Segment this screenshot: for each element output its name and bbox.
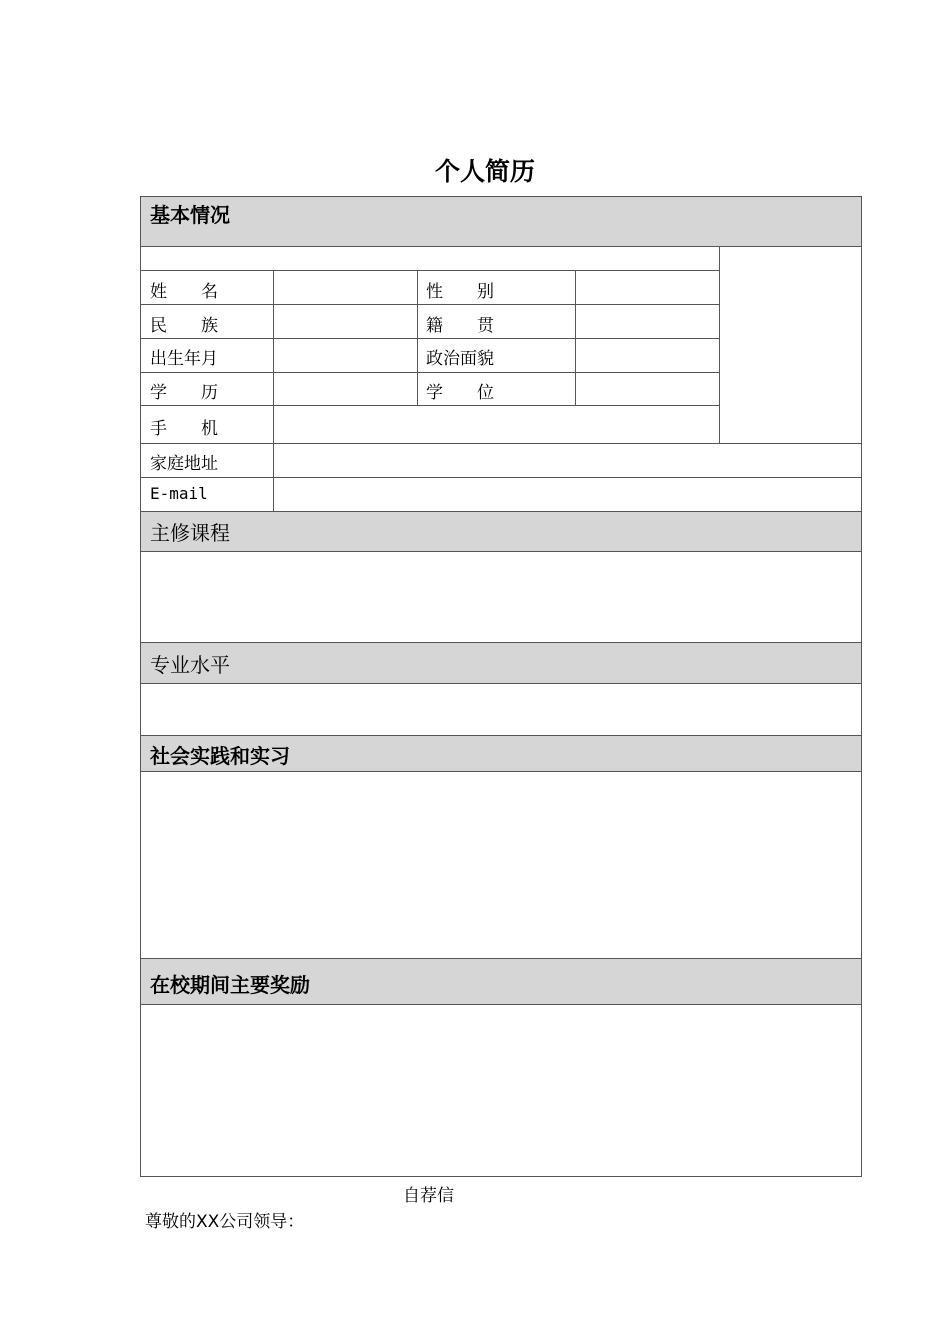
row-divider — [141, 642, 861, 643]
letter-title: 自荐信 — [403, 1186, 454, 1206]
row-divider — [141, 338, 719, 339]
row-divider — [141, 246, 861, 247]
label-phone: 手 机 — [150, 419, 218, 439]
row-divider — [141, 551, 861, 552]
row-divider — [141, 443, 861, 444]
row-divider — [141, 372, 719, 373]
letter-greeting: 尊敬的XX公司领导： — [145, 1212, 305, 1232]
column-divider — [273, 270, 274, 511]
label-ethnicity: 民 族 — [150, 316, 218, 336]
label-email: E-mail — [150, 484, 208, 503]
resume-table — [140, 196, 862, 1177]
row-divider — [141, 771, 861, 772]
label-name: 姓 名 — [150, 282, 218, 302]
row-divider — [141, 304, 719, 305]
document-title: 个人简历 — [434, 157, 535, 186]
row-divider — [141, 511, 861, 512]
label-education: 学 历 — [150, 383, 218, 403]
row-divider — [141, 1004, 861, 1005]
label-birth: 出生年月 — [150, 349, 218, 369]
label-political: 政治面貌 — [426, 349, 494, 369]
section-title-basic-info: 基本情况 — [150, 203, 230, 227]
photo-cell-divider — [719, 246, 720, 443]
row-divider — [141, 683, 861, 684]
section-header-skills — [141, 642, 861, 683]
section-header-courses — [141, 511, 861, 551]
label-native-place: 籍 贯 — [426, 316, 494, 336]
row-divider — [141, 735, 861, 736]
row-divider — [141, 270, 719, 271]
label-degree: 学 位 — [426, 383, 494, 403]
section-title-awards: 在校期间主要奖励 — [150, 973, 310, 997]
section-title-practice: 社会实践和实习 — [150, 744, 290, 768]
row-divider — [141, 958, 861, 959]
section-header-basic-info — [141, 197, 861, 246]
row-divider — [141, 477, 861, 478]
label-address: 家庭地址 — [150, 454, 218, 474]
row-divider — [141, 405, 719, 406]
label-gender: 性 别 — [426, 282, 494, 302]
section-title-courses: 主修课程 — [150, 521, 230, 545]
column-divider — [417, 270, 418, 405]
section-title-skills: 专业水平 — [150, 653, 230, 677]
column-divider — [575, 270, 576, 405]
